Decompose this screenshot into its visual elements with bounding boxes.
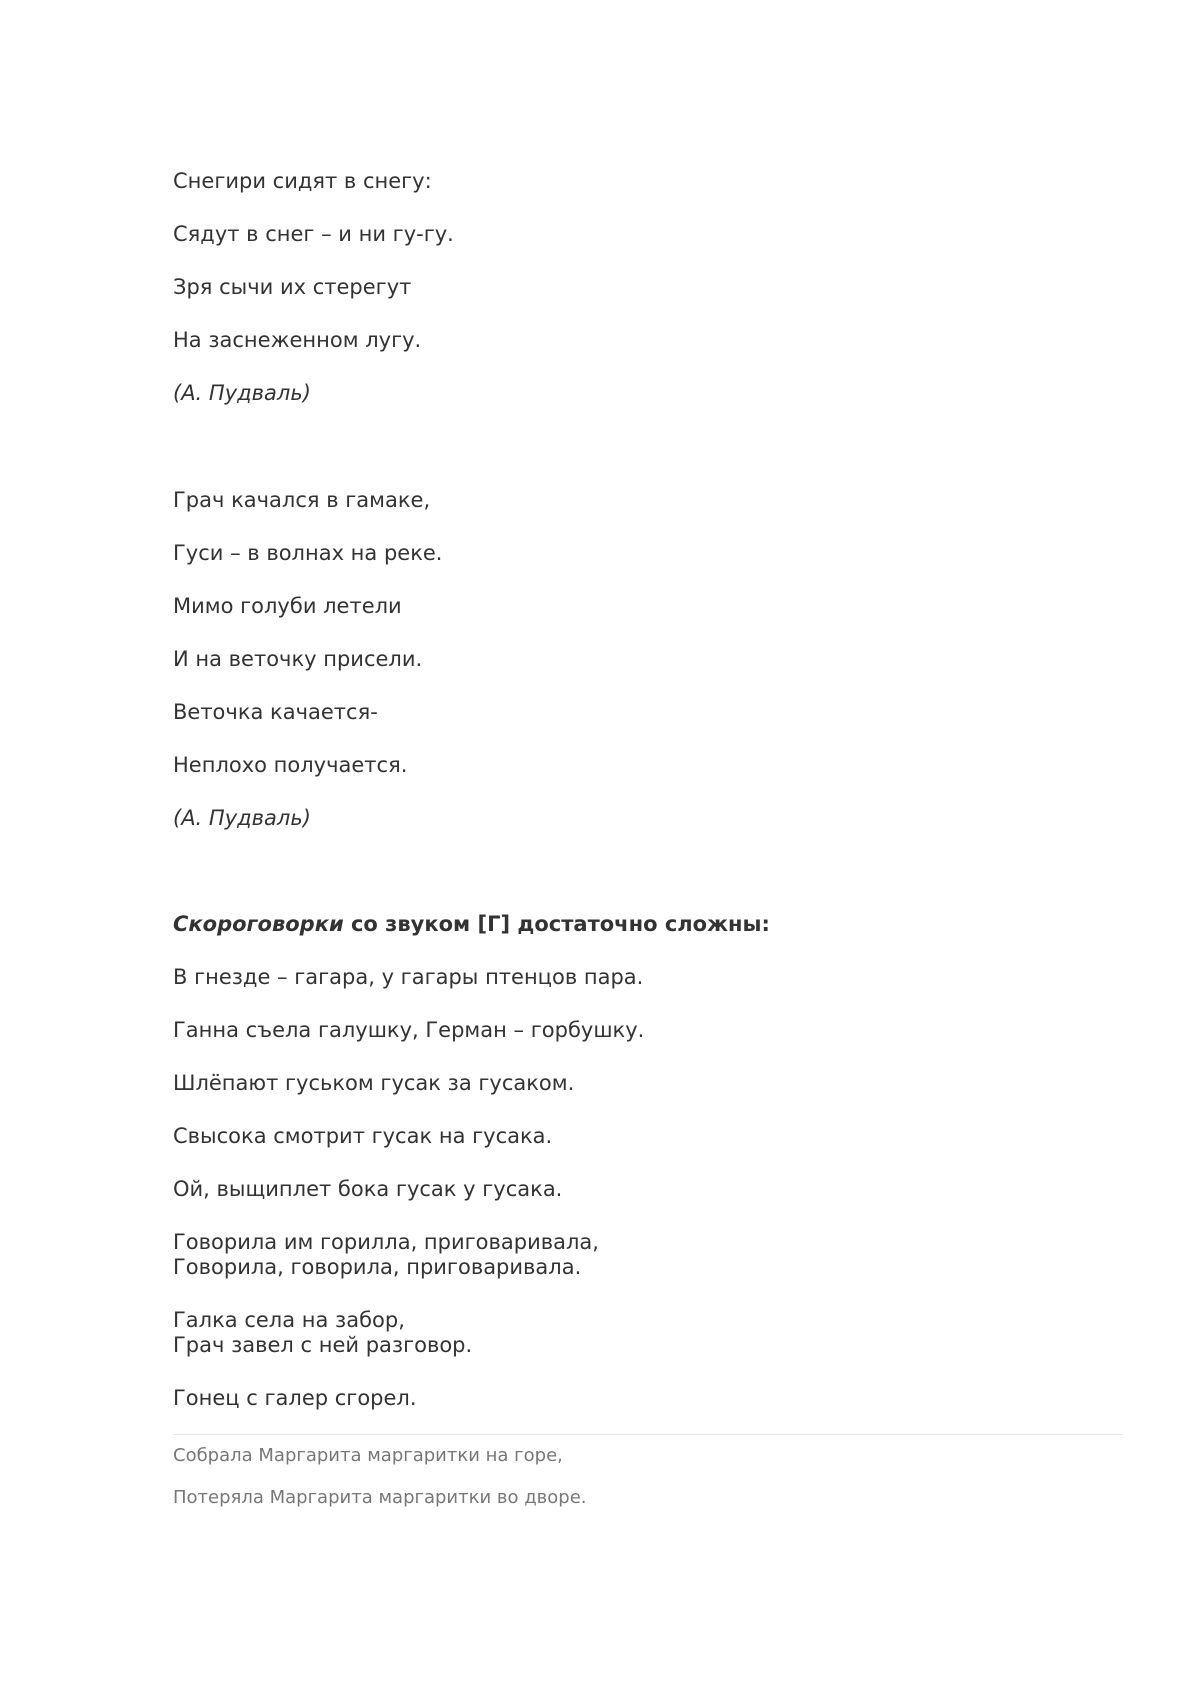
section-divider [173,1434,1123,1435]
footer-line-1: Собрала Маргарита маргаритки на горе, [173,1445,563,1466]
twister-7-line-2: Грач завел с ней разговор. [173,1333,473,1357]
section-heading [173,911,770,937]
poem2-line-5: Веточка качается- [173,700,378,724]
section-heading-rest: со звуком [Г] достаточно сложны: [343,912,770,936]
poem1-author: (А. Пудваль) [173,381,311,405]
twister-6-line-2: Говорила, говорила, приговаривала. [173,1255,582,1279]
twister-3: Шлёпают гуськом гусак за гусаком. [173,1071,575,1095]
poem1-line-2: Сядут в снег – и ни гу-гу. [173,222,454,246]
poem1-line-1: Снегири сидят в снегу: [173,169,432,193]
twister-6-line-1: Говорила им горилла, приговаривала, [173,1230,599,1254]
twister-4: Свысока смотрит гусак на гусака. [173,1124,553,1148]
poem1-line-4: На заснеженном лугу. [173,328,422,352]
poem2-line-1: Грач качался в гамаке, [173,488,431,512]
twister-7-line-1: Галка села на забор, [173,1308,405,1332]
section-heading-italic: Скороговорки [173,912,344,936]
twister-8: Гонец с галер сгорел. [173,1386,417,1410]
twister-5: Ой, выщиплет бока гусак у гусака. [173,1177,563,1201]
poem1-line-3: Зря сычи их стерегут [173,275,412,299]
twister-1: В гнезде – гагара, у гагары птенцов пара. [173,965,644,989]
footer-line-2: Потеряла Маргарита маргаритки во дворе. [173,1487,587,1508]
poem2-line-4: И на веточку присели. [173,647,423,671]
poem2-line-3: Мимо голуби летели [173,594,402,618]
twister-2: Ганна съела галушку, Герман – горбушку. [173,1018,645,1042]
poem2-author: (А. Пудваль) [173,806,311,830]
poem2-line-2: Гуси – в волнах на реке. [173,541,443,565]
poem2-line-6: Неплохо получается. [173,753,408,777]
